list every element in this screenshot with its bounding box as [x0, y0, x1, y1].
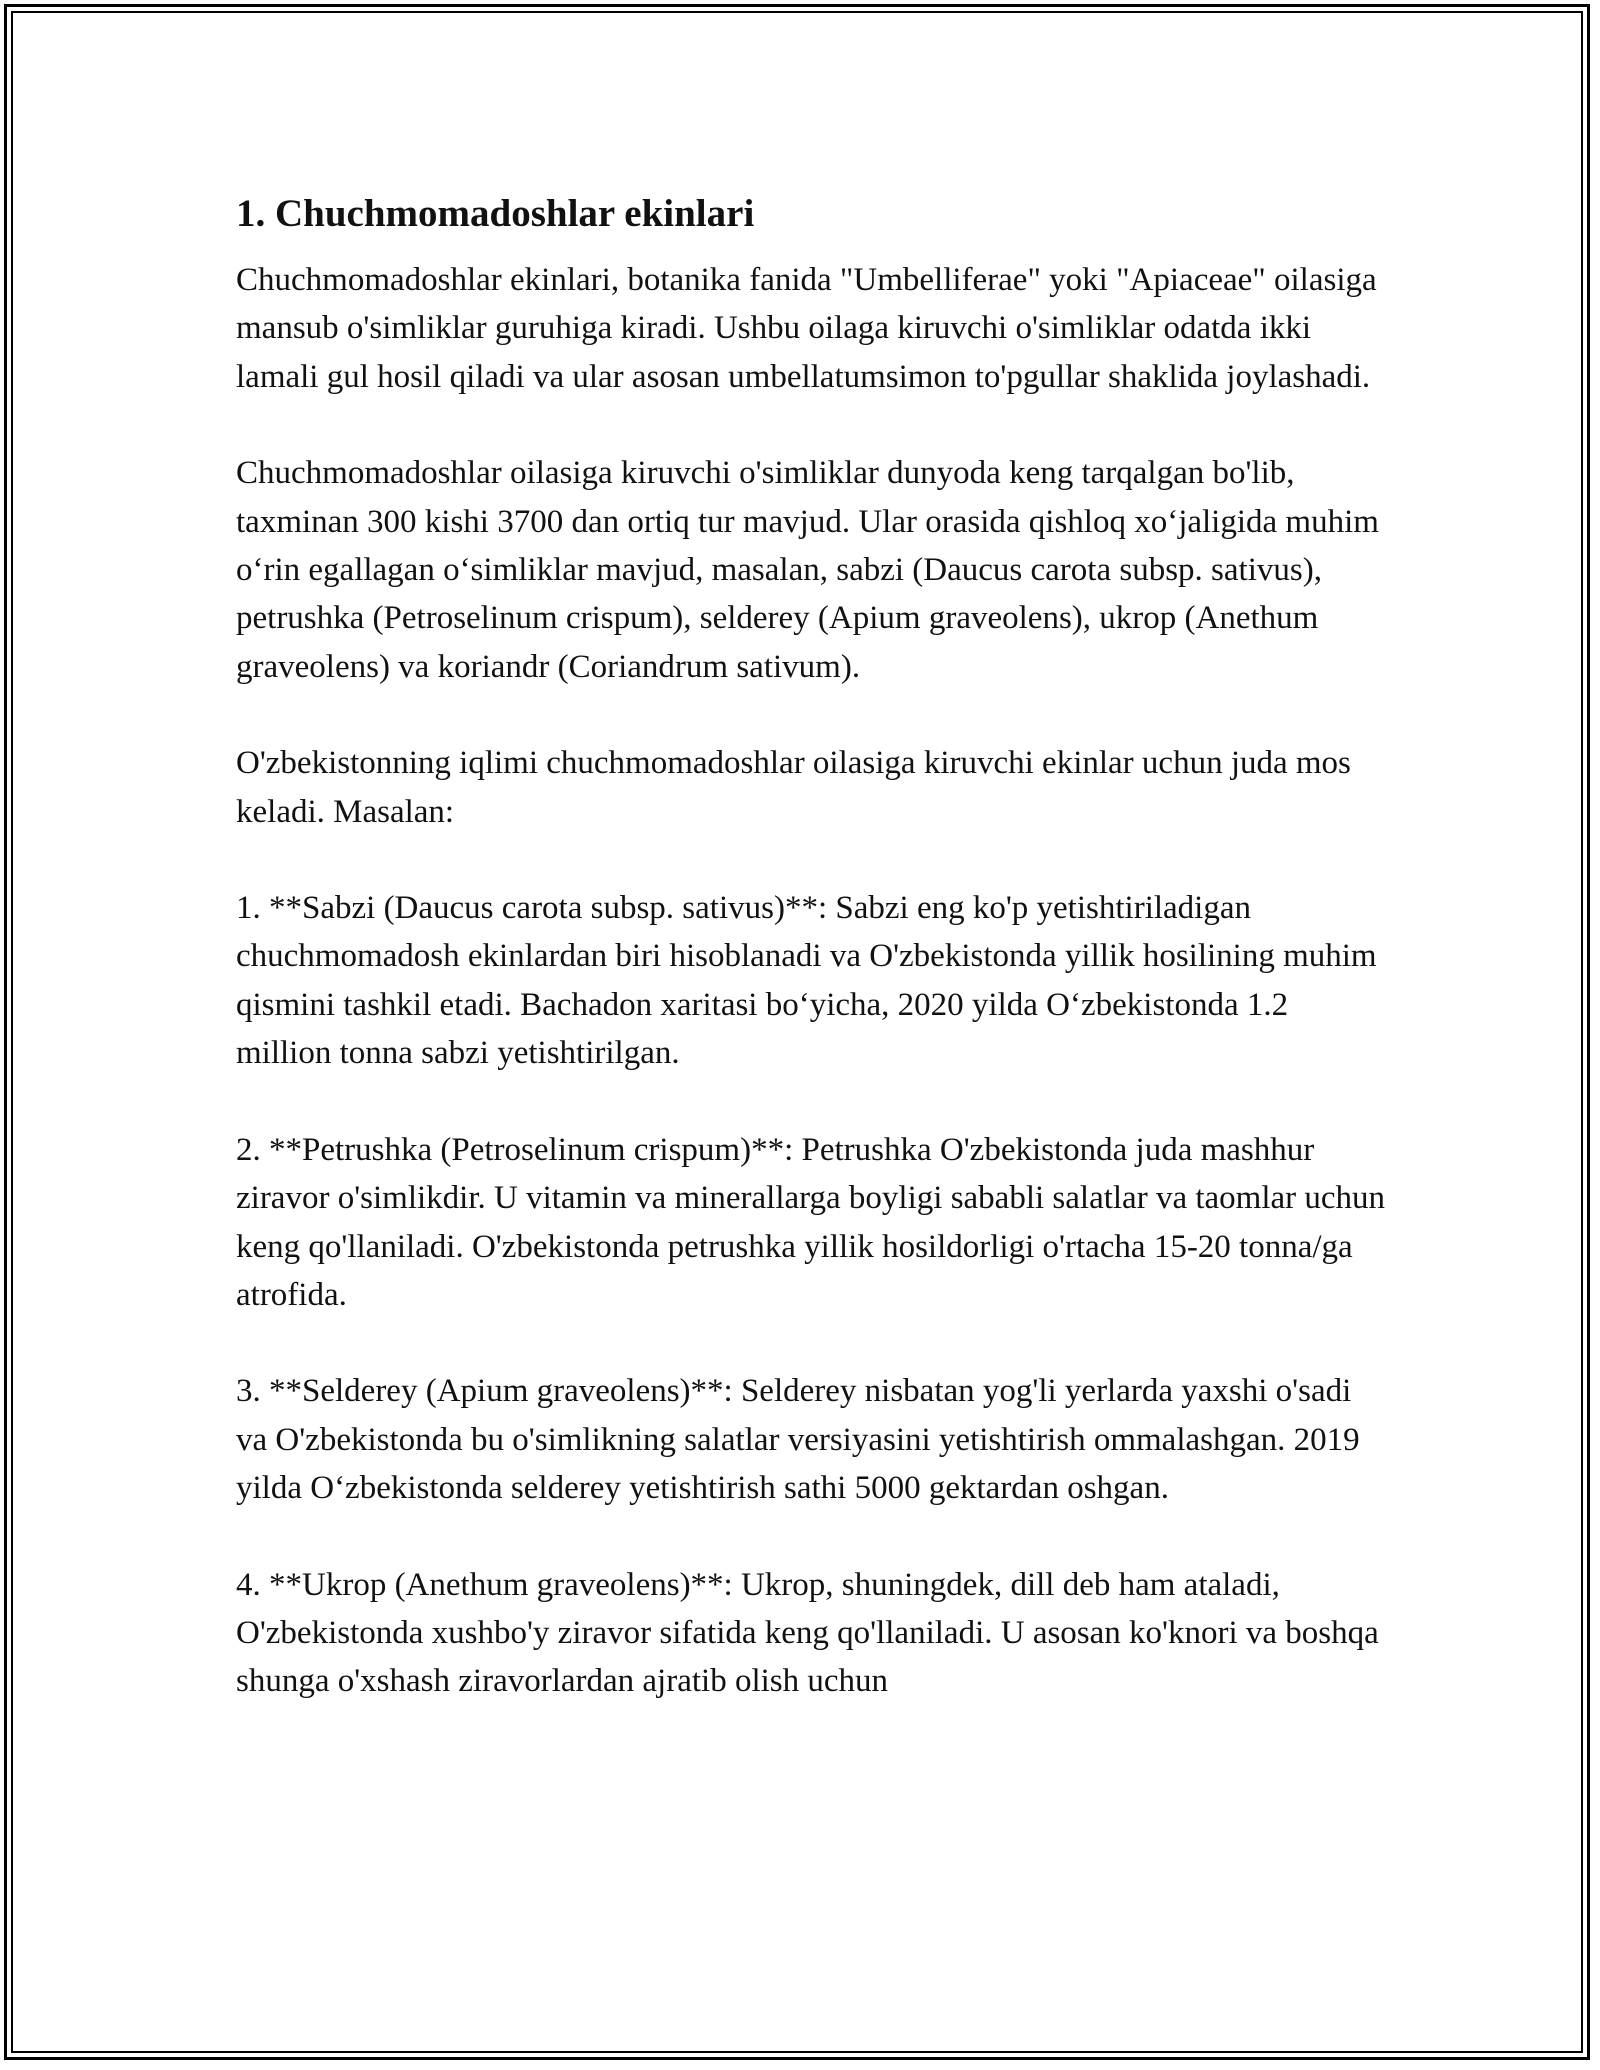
document-body	[236, 186, 1386, 1754]
intro-paragraph: Chuchmomadoshlar ekinlari, botanika fanida "Umbelliferae" yoki "Apiaceae" oilasiga mansub o'simliklar guruhiga kiradi. Ushbu oilaga kiruvchi o'simliklar odatda ikki lamali gul hosil qiladi va ular asosan umbellatumsimon to'pgullar shaklida joylashadi.	[236, 262, 1377, 395]
list-item-petrushka: 2. **Petrushka (Petroselinum crispum)**: Petrushka O'zbekistonda juda mashhur ziravor o'simlikdir. U vitamin va minerallarga boyligi sababli salatlar va taomlar uchun keng qo'llaniladi. O'zbekistonda petrushka yillik hosildorligi o'rtacha 15-20 tonna/ga atrofida.	[236, 1131, 1386, 1313]
list-item-sabzi: 1. **Sabzi (Daucus carota subsp. sativus)**: Sabzi eng ko'p yetishtiriladigan chuchmomadosh ekinlardan biri hisoblanadi va O'zbekistonda yillik hosilining muhim qismini tashkil etadi. Bachadon xaritasi bo‘yicha, 2020 yilda O‘zbekistonda 1.2 million tonna sabzi yetishtirilgan.	[236, 890, 1377, 1072]
list-item-ukrop: 4. **Ukrop (Anethum graveolens)**: Ukrop, shuningdek, dill deb ham ataladi, O'zbekistonda xushbo'y ziravor sifatida keng qo'llaniladi. U asosan ko'knori va boshqa shunga o'xshash ziravorlardan ajratib olish uchun	[236, 1566, 1379, 1700]
climate-paragraph: O'zbekistonning iqlimi chuchmomadoshlar oilasiga kiruvchi ekinlar uchun juda mos keladi. Masalan:	[236, 745, 1351, 830]
family-paragraph: Chuchmomadoshlar oilasiga kiruvchi o'simliklar dunyoda keng tarqalgan bo'lib, taxminan 300 kishi 3700 dan ortiq tur mavjud. Ular orasida qishloq xo‘jaligida muhim o‘rin egallagan o‘simliklar mavjud, masalan, sabzi (Daucus carota subsp. sativus), petrushka (Petroselinum crispum), selderey (Apium graveolens), ukrop (Anethum graveolens) va koriandr (Coriandrum sativum).	[236, 455, 1379, 685]
section-heading: 1. Chuchmomadoshlar ekinlari	[236, 192, 755, 235]
list-item-selderey: 3. **Selderey (Apium graveolens)**: Selderey nisbatan yog'li yerlarda yaxshi o'sadi va O'zbekistonda bu o'simlikning salatlar versiyasini yetishtirish ommalashgan. 2019 yilda O‘zbekistonda selderey yetishtirish sathi 5000 gektardan oshgan.	[236, 1373, 1360, 1507]
